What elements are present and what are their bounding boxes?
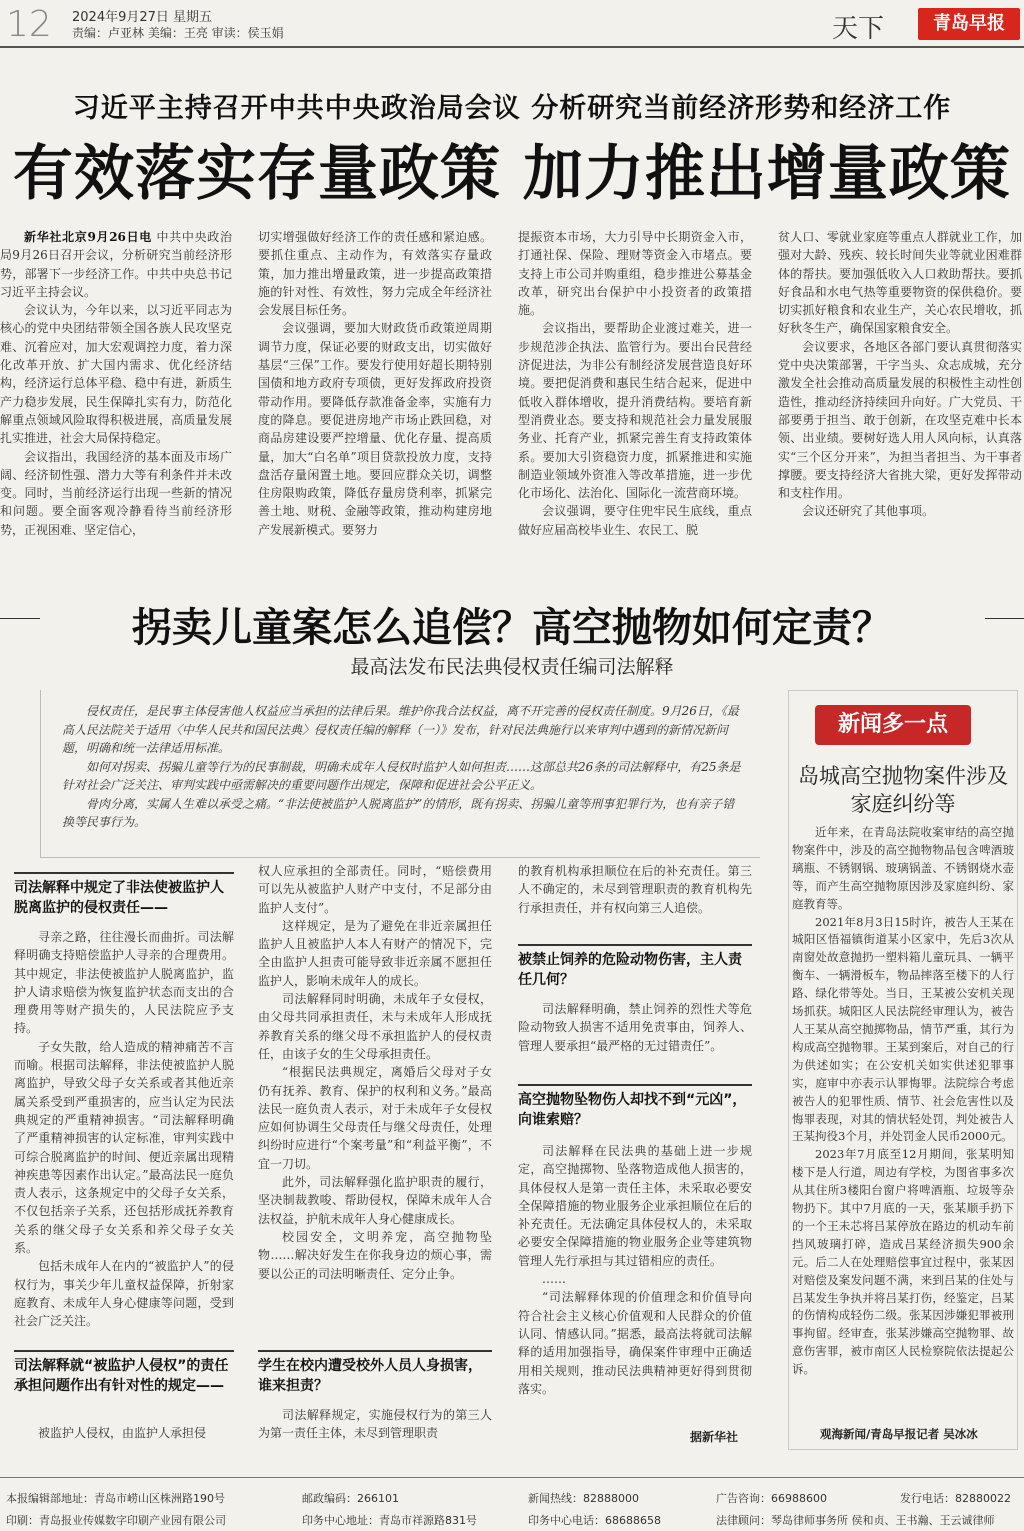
subheading-school-injury: 学生在校内遭受校外人员人身损害，谁来担责？	[258, 1350, 492, 1396]
sidebar-paragraph: 2023年7月底至12月期间，张某明知楼下是人行道，周边有学校，为图省事多次从其住所3楼阳台窗户将啤酒瓶、垃圾等杂物扔下。其中7月底的一天，张某顺手扔下的一个王未芯将吕某停放在路边的机动车前挡风玻璃打碎，造成吕某经济损失900余元。后二人在处理赔偿事宜过程中，张某因对赔偿及案发问题不满，来到吕某的住处与吕某发生争执并将吕某打伤，经鉴定，吕某的伤情构成轻伤二级。张某因涉嫌犯罪被刑事拘留。经审查，张某涉嫌高空抛物罪、故意伤害罪，被市南区人民检察院依法提起公诉。	[792, 1147, 1014, 1377]
story2-subheadline: 最高法发布民法典侵权责任编司法解释	[350, 656, 674, 678]
section-name: 天下	[832, 14, 885, 44]
story2-paragraph: 此外，司法解释强化监护职责的履行，坚决制裁教唆、帮助侵权，保障未成年人合法权益，护航未成年人身心健康成长。	[258, 1175, 492, 1226]
intro-paragraph: 侵权责任，是民事主体侵害他人权益应当承担的法律后果。维护你我合法权益，离不开完善的侵权责任制度。9月26日，《最高人民法院关于适用〈中华人民共和国民法典〉侵权责任编的解释（一）》发布，针对民法典施行以来审判中遇到的新情况新问题，明确和统一法律适用标准。	[62, 704, 739, 755]
story1-paragraph: 会议还研究了其他事项。	[802, 504, 935, 519]
footer-postcode: 邮政编码：266101	[302, 1492, 399, 1505]
story2-paragraph: 这样规定，是为了避免在非近亲属担任监护人且被监护人本人有财产的情况下，完全由监护人担责可能导致非近亲属不愿担任监护人，影响未成年人的成长。	[258, 918, 492, 988]
newspaper-logo: 青岛早报	[918, 8, 1020, 40]
story2-paragraph: 被监护人侵权，由监护人承担侵	[38, 1426, 207, 1440]
footer-divider	[0, 1477, 1024, 1478]
footer-printer: 印刷：青岛报业传媒数字印刷产业园有限公司	[6, 1514, 226, 1527]
intro-paragraph: 如何对拐卖、拐骗儿童等行为的民事制裁，明确未成年人侵权时监护人如何担责……这部总共26条的司法解释中，有25条是针对社会广泛关注、审判实践中亟需解决的重要问题作出规定，保障和促进社会公平正义。	[62, 759, 741, 792]
story2-intro	[62, 702, 742, 832]
story1-paragraph: 贫人口、零就业家庭等重点人群就业工作，加强对大龄、残疾、较长时间失业等就业困难群体的帮扶。要加强低收入人口救助帮扶。要抓好食品和水电气热等重要物资的保供稳价。要切实抓好粮食和农业生产，关心农民增收，抓好秋冬生产，确保国家粮食安全。	[778, 230, 1022, 336]
story1-column-3	[518, 228, 752, 548]
story2-paragraph: 司法解释同时明确，未成年子女侵权，由父母共同承担责任，未与未成年人形成抚养教育关系的继父母不承担监护人的侵权责任，由该子女的生父母承担责任。	[258, 992, 492, 1061]
story2-column-2	[258, 862, 492, 1342]
story1-headline: 有效落实存量政策 加力推出增量政策	[13, 139, 1011, 209]
story2-paragraph: 寻亲之路，往往漫长而曲折。司法解释明确支持赔偿监护人寻亲的合理费用。其中规定，非法使被监护人脱离监护，监护人请求赔偿为恢复监护状态而支出的合理费用等财产损失的，人民法院应予支持。	[14, 930, 234, 1036]
subheading-ward-tort: 司法解释就“被监护人侵权”的责任承担问题作出有针对性的规定——	[14, 1350, 234, 1396]
story2-source: 据新华社	[690, 1430, 739, 1444]
story1-paragraph: 会议指出，要帮助企业渡过难关，进一步规范涉企执法、监管行为。要出台民营经济促进法，为非公有制经济发展营造良好环境。要把促消费和惠民生结合起来，促进中低收入群体增收，提升消费结构。要培育新型消费业态。要支持和规范社会力量发展服务业、托育产业，抓紧完善生育支持政策体系。要加大引资稳资力度，抓紧推进和实施制造业领域外资准入等改革措施，进一步优化市场化、法治化、国际化一流营商环境。	[518, 321, 752, 501]
story2-paragraph: 司法解释规定，实施侵权行为的第三人为第一责任主体，未尽到管理职责	[258, 1408, 492, 1441]
footer-address: 本报编辑部地址：青岛市崂山区株洲路190号	[6, 1492, 225, 1505]
story1-paragraph: 会议要求，各地区各部门要认真贯彻落实党中央决策部署，干字当头、众志成城，充分激发全社会推动高质量发展的积极性主动性创造性，推动经济持续回升向好。广大党员、干部要勇于担当、敢于创新，在攻坚克难中长本领、出业绩。要树好选人用人风向标，认真落实“三个区分开来”，为担当者担当、为干事者撑腰。要支持经济大省挑大梁，更好发挥带动和支柱作用。	[778, 339, 1022, 501]
footer-legal-counsel: 法律顾问：琴岛律师事务所 侯和贞、王书瀚、王云诚律师	[716, 1514, 995, 1527]
subheading-guardianship: 司法解释中规定了非法使被监护人脱离监护的侵权责任——	[14, 872, 234, 918]
sidebar-paragraph: 2021年8月3日15时许，被告人王某在城阳区悟福镇街道某小区家中，先后3次从南窗处故意抛扔一塑料箱儿童玩具、一辆平衡车、一辆滑板车，物品摔落至楼下的人行路、绿化带等处。当日，王某被公安机关现场抓获。城阳区人民法院经审理认为，被告人王某从高空抛掷物品，情节严重，其行为构成高空抛物罪。王某到案后，对自己的行为供述如实；在公安机关如实供述犯罪事实，庭审中亦表示认罪悔罪。法院综合考虑被告人的犯罪性质、情节、社会危害性以及悔罪表现，对其的情状轻处罚，判处被告人王某拘役3个月，并处罚金人民币2000元。	[792, 914, 1014, 1144]
story2-paragraph: 权人应承担的全部责任。同时，“赔偿费用可以先从被监护人财产中支付，不足部分由监护人支付”。	[258, 864, 492, 915]
footer-print-address: 印务中心地址：青岛市祥源路831号	[302, 1514, 477, 1527]
sidebar-paragraph: 近年来，在青岛法院收案审结的高空抛物案件中，涉及的高空抛物物品包含啤酒玻璃瓶、不锈钢锅、玻璃锅盖、不锈钢烧水壶等，而产生高空抛物原因涉及家庭纠纷、家庭教育等。	[792, 825, 1014, 911]
story2-paragraph: “根据民法典规定，离婚后父母对子女仍有抚养、教育、保护的权利和义务。”最高法民一庭负责人表示，对于未成年子女侵权应如何协调生父母责任与继父母责任，处理纠纷时应进行“个案考量”和“利益平衡”，不宜一刀切。	[258, 1065, 492, 1171]
story2-column-2-cont	[258, 1406, 492, 1446]
story2-paragraph: 包括未成年人在内的“被监护人”的侵权行为，事关少年儿童权益保障，折射家庭教育、未成年人身心健康等问题，受到社会广泛关注。	[14, 1259, 234, 1329]
story1-column-1	[0, 228, 232, 548]
subheading-falling-objects: 高空抛物坠物伤人却找不到“元凶”，向谁索赔？	[518, 1084, 752, 1130]
issue-date: 2024年9月27日 星期五	[72, 10, 213, 25]
story2-column-1-cont	[14, 1424, 234, 1444]
header-divider	[0, 46, 1024, 48]
story1-paragraph: 切实增强做好经济工作的责任感和紧迫感。要抓住重点、主动作为，有效落实存量政策，加力推出增量政策，进一步提高政策措施的针对性、有效性，努力完成全年经济社会发展目标任务。	[258, 230, 492, 318]
intro-paragraph: 骨肉分离，实属人生难以承受之痛。“非法使被监护人脱离监护”的情形，既有拐卖、拐骗儿童等刑事犯罪行为，也有亲子错换等民事行为。	[62, 796, 735, 829]
sidebar-tag: 新闻多一点	[815, 705, 971, 745]
story2-paragraph: 的教育机构承担顺位在后的补充责任。第三人不确定的，未尽到管理职责的教育机构先行承担责任，并有权向第三人追偿。	[518, 864, 752, 915]
story2-paragraph: 校园安全，文明养宠，高空抛物坠物……解决好发生在你我身边的烦心事，需要以公正的司法明晰责任、定分止争。	[258, 1229, 492, 1281]
footer-ad-contact: 广告咨询：66988600	[716, 1492, 827, 1505]
footer-distribution: 发行电话：82880022	[900, 1492, 1011, 1505]
sidebar-title: 岛城高空抛物案件涉及家庭纠纷等	[798, 764, 1008, 816]
sidebar-byline: 观海新闻/青岛早报记者 吴冰冰	[820, 1427, 978, 1441]
dateline: 新华社北京9月26日电	[24, 230, 152, 244]
story1-paragraph: 会议认为，今年以来，以习近平同志为核心的党中央团结带领全国各族人民攻坚克难、沉着应对，加大宏观调控力度，着力深化改革开放、扩大国内需求、优化经济结构，经济运行总体平稳、稳中有进，新质生产力稳步发展，民生保障扎实有力，防范化解重点领域风险取得积极进展，高质量发展扎实推进，社会大局保持稳定。	[0, 303, 232, 446]
story1-paragraph: 会议强调，要加大财政货币政策逆周期调节力度，保证必要的财政支出，切实做好基层“三保”工作。要发行使用好超长期特别国债和地方政府专项债，更好发挥政府投资带动作用。要降低存款准备金率，实施有力度的降息。要促进房地产市场止跌回稳，对商品房建设要严控增量、优化存量、提高质量，加大“白名单”项目贷款投放力度，支持盘活存量闲置土地。要回应群众关切，调整住房限购政策，降低存量房贷利率，抓紧完善土地、财税、金融等政策，推动构建房地产发展新模式。要努力	[258, 321, 492, 537]
story1-paragraph: 会议强调，要守住兜牢民生底线，重点做好应届高校毕业生、农民工、脱	[518, 504, 752, 537]
story1-paragraph: 新华社北京9月26日电 中共中央政治局9月26日召开会议，分析研究当前经济形势，部署下一步经济工作。中共中央总书记习近平主持会议。	[0, 230, 232, 299]
story2-paragraph: 司法解释明确，禁止饲养的烈性犬等危险动物致人损害不适用免责事由，饲养人、管理人要承担“最严格的无过错责任”。	[518, 1002, 752, 1053]
story2-column-1	[14, 928, 234, 1344]
story2-paragraph: 司法解释在民法典的基础上进一步规定，高空抛掷物、坠落物造成他人损害的，具体侵权人是第一责任主体，未采取必要安全保障措施的物业服务企业承担顺位在后的补充责任。无法确定具体侵权人的，未采取必要安全保障措施的物业服务企业等建筑物管理人先行承担与其过错相应的责任。	[518, 1144, 752, 1268]
story2-paragraph: 子女失散，给人造成的精神痛苦不言而喻。根据司法解释，非法使被监护人脱离监护，导致父母子女关系或者其他近亲属关系受到严重损害的，应当认定为民法典规定的严重精神损害。“司法解释明确了严重精神损害的认定标准，审判实践中可综合脱离监护的时间、便近亲属出现精神疾患等因素作出认定。”最高法民一庭负责人表示，这条规定中的父母子女关系，不仅包括亲子关系，还包括形成抚养教育关系的继父母子女关系和养父母子女关系。	[14, 1039, 234, 1256]
footer-print-phone: 印务中心电话：68688658	[528, 1514, 661, 1527]
story2-headline: 拐卖儿童案怎么追偿？高空抛物如何定责？	[132, 605, 892, 651]
sidebar-body	[792, 824, 1014, 1444]
story2-column-3b	[518, 1000, 752, 1076]
story1-column-2	[258, 228, 492, 548]
story1-kicker: 习近平主持召开中共中央政治局会议 分析研究当前经济形势和经济工作	[72, 93, 952, 124]
story2-column-3c	[518, 1142, 752, 1427]
footer-news-hotline: 新闻热线：82888000	[528, 1492, 639, 1505]
story2-column-3	[518, 862, 752, 934]
story1-column-4	[778, 228, 1022, 548]
story1-paragraph: 提振资本市场，大力引导中长期资金入市，打通社保、保险、理财等资金入市堵点。要支持上市公司并购重组，稳步推进公募基金改革，研究出台保护中小投资者的政策措施。	[518, 230, 752, 318]
story2-paragraph: “司法解释体现的价值理念和价值导向符合社会主义核心价值观和人民群众的价值认同、情感认同。”据悉，最高法将就司法解释的适用加强指导，确保案件审理中正确适用相关规则，推动民法典精神更好得到贯彻落实。	[518, 1290, 752, 1396]
story1-paragraph: 会议指出，我国经济的基本面及市场广阔、经济韧性强、潜力大等有利条件并未改变。同时，当前经济运行出现一些新的情况和问题。要全面客观冷静看待当前经济形势，正视困难、坚定信心，	[0, 449, 232, 537]
subheading-dangerous-animals: 被禁止饲养的危险动物伤害，主人责任几何？	[518, 944, 752, 990]
story2-paragraph: ……	[542, 1272, 566, 1287]
staff-credits: 责编：卢亚林 美编：王亮 审读：侯玉娟	[72, 26, 284, 40]
page-number: 12	[6, 4, 52, 45]
